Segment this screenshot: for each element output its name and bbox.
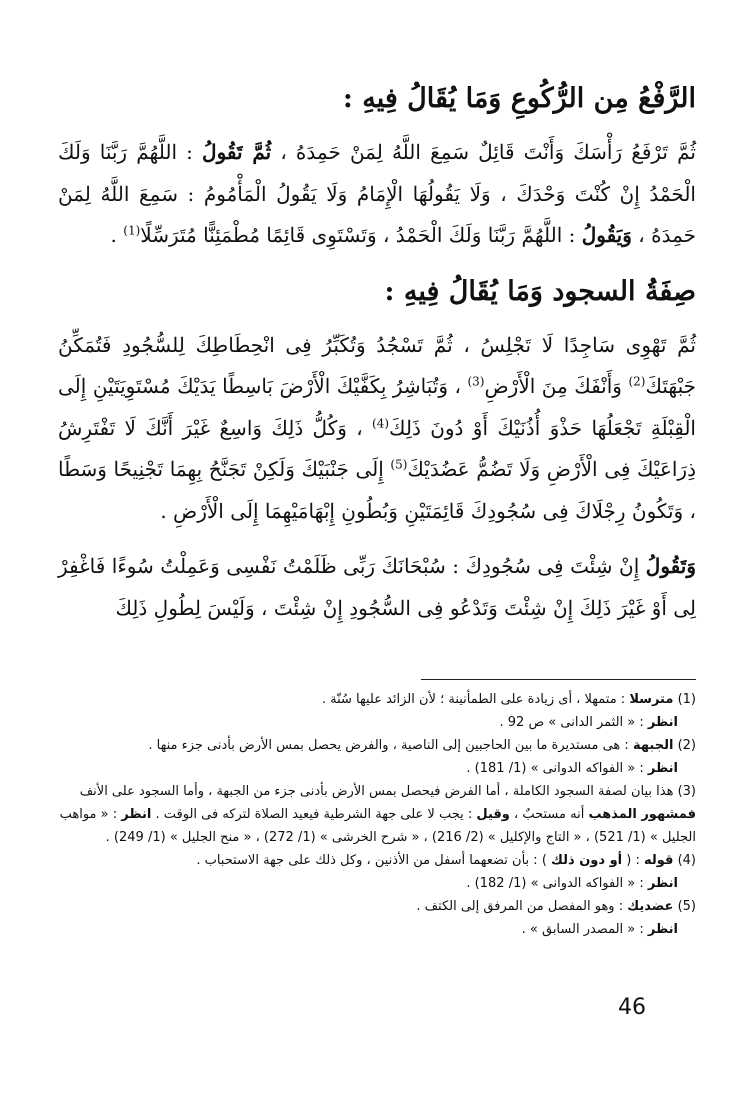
text-run: . xyxy=(110,223,124,247)
footnote-text: : وهو المفصل من المرفق إلى الكتف . xyxy=(416,899,628,914)
bold-term: ثُمَّ تَقُولُ xyxy=(202,140,272,164)
footnote-ref-1: (1) xyxy=(123,223,141,238)
footnote-text: : يجب لا على جهة الشرطية فيعيد الصلاة لتركه فى الوقت . xyxy=(151,807,477,822)
text-run: : اللَّهُمَّ رَبَّنَا وَلَكَ الْحَمْدُ إِنْ كُنْتَ وَحْدَكَ ، وَلَا يَقُولُهَا الْإِمَامُ وَلَا يَقُولُ الْمَأْمُومُ : سَمِعَ اللَّهُ لِمَنْ حَمِدَهُ ، xyxy=(58,140,696,247)
text-run: : اللَّهُمَّ رَبَّنَا وَلَكَ الْحَمْدُ ، وَتَسْتَوِى قَائِمًا مُطْمَئِنًّا مُتَرَسِّلًا xyxy=(140,223,582,247)
footnote-3 xyxy=(58,780,696,849)
text-run: ، وَتُبَاشِرُ بِكَفَّيْكَ الْأَرْضَ بَاسِطًا يَدَيْكَ مُسْتَوِيَتَيْنِ إِلَى الْقِبْلَةِ تَجْعَلُهَا حَذْوَ أُذُنَيْكَ أَوْ دُونَ ذَلِكَ xyxy=(58,374,696,440)
footnote-separator xyxy=(421,679,696,680)
footnote-number: (5) xyxy=(677,899,696,914)
paragraph-sujud-description xyxy=(58,325,696,533)
footnote-1 xyxy=(58,688,696,711)
reference-text: : « المصدر السابق » . xyxy=(521,922,648,937)
text-run: ثُمَّ تَرْفَعُ رَأْسَكَ وَأَنْتَ قَائِلٌ سَمِعَ اللَّهُ لِمَنْ حَمِدَهُ ، xyxy=(271,140,697,164)
footnotes xyxy=(58,688,696,941)
footnote-2-reference xyxy=(58,757,696,780)
footnote-1-reference xyxy=(58,711,696,734)
reference-text: : « الفواكه الدوانى » (1/ 182) . xyxy=(466,876,648,891)
paragraph-sujud-supplication xyxy=(58,546,696,629)
reference-text: : « مواهب الجليل » (1/ 521) ، « التاج والإكليل » (2/ 216) ، « شرح الخرشى » (1/ 272) ، « منح الجليل » (1/ 249) . xyxy=(59,807,696,845)
text-run: ، وَكُلُّ ذَلِكَ وَاسِعٌ غَيْرَ أَنَّكَ لَا تَفْتَرِشُ ذِرَاعَيْكَ فِى الْأَرْضِ وَلَا تَضُمُّ عَضُدَيْكَ xyxy=(58,415,696,481)
main-text xyxy=(58,78,696,629)
paragraph-raising-from-ruku xyxy=(58,132,696,257)
footnote-2 xyxy=(58,734,696,757)
footnote-4-reference xyxy=(58,872,696,895)
reference-label: انظر xyxy=(647,922,678,937)
footnote-text: هذا بيان لصفة السجود الكاملة ، أما الفرض فيحصل بمس الأرض بأدنى جزء من الجبهة ، وأما السجود على الأنف xyxy=(79,784,678,799)
footnote-term: مترسلا xyxy=(629,692,674,707)
bold-term: وَتَقُولُ xyxy=(645,554,696,578)
footnote-text: : متمهلا ، أى زيادة على الطمأنينة ؛ لأن الزائد عليها سُنّة . xyxy=(321,692,630,707)
footnote-text: أنه مستحبٌ ، xyxy=(509,807,589,822)
reference-label: انظر xyxy=(647,876,678,891)
page-number: 46 xyxy=(618,995,646,1020)
footnote-term: وقيل xyxy=(476,807,510,822)
bold-term: وَيَقُولُ xyxy=(581,223,632,247)
footnote-5-reference xyxy=(58,918,696,941)
footnote-term: قوله xyxy=(643,853,674,868)
footnote-ref-3: (3) xyxy=(467,374,485,389)
footnote-number: (3) xyxy=(677,784,696,799)
footnote-number: (2) xyxy=(677,738,696,753)
text-run: إِلَى جَنْبَيْكَ وَلَكِنْ تَجَنَّحُ بِهِمَا تَجْنِيحًا وَسَطًا ، وَتَكُونُ رِجْلَاكَ فِى سُجُودِكَ قَائِمَتَيْنِ وَبُطُونِ إِبْهَامَيْهِمَا إِلَى الْأَرْضِ . xyxy=(58,457,696,523)
footnote-5 xyxy=(58,895,696,918)
reference-label: انظر xyxy=(647,715,678,730)
footnote-text: ) : بأن تضعهما أسفل من الأذنين ، وكل ذلك على جهة الاستحباب . xyxy=(196,853,552,868)
footnote-term: الجبهة xyxy=(632,738,674,753)
footnote-text: : ( xyxy=(622,853,644,868)
reference-text: : « الثمر الدانى » ص 92 . xyxy=(499,715,648,730)
footnote-term: عضديك xyxy=(627,899,674,914)
text-run: وَأَنْفَكَ مِنَ الْأَرْضِ xyxy=(484,374,629,398)
footnote-ref-5: (5) xyxy=(390,457,408,472)
reference-label: انظر xyxy=(647,761,678,776)
footnote-text: : هى مستديرة ما بين الحاجبين إلى الناصية ، والفرض يحصل بمس الأرض بأدنى جزء منها . xyxy=(148,738,633,753)
section-heading-raising-from-ruku: الرَّفْعُ مِن الرُّكُوعِ وَمَا يُقَالُ فِيهِ : xyxy=(342,83,696,114)
reference-text: : « الفواكه الدوانى » (1/ 181) . xyxy=(466,761,648,776)
text-run: ثُمَّ تَهْوِى سَاجِدًا لَا تَجْلِسُ ، ثُمَّ تَسْجُدُ وَتُكَبِّرُ فِى انْحِطَاطِكَ لِلسُّجُودِ فَتُمَكِّنُ جَبْهَتَكَ xyxy=(58,332,696,398)
footnote-number: (4) xyxy=(677,853,696,868)
footnote-number: (1) xyxy=(677,692,696,707)
footnote-term: أو دون ذلك xyxy=(551,853,623,868)
text-run: إِنْ شِئْتَ فِى سُجُودِكَ : سُبْحَانَكَ رَبِّى ظَلَمْتُ نَفْسِى وَعَمِلْتُ سُوءًا فَاغْفِرْ لِى أَوْ غَيْرَ ذَلِكَ إِنْ شِئْتَ وَتَدْعُو فِى السُّجُودِ إِنْ شِئْتَ ، وَلَيْسَ لِطُولِ ذَلِكَ xyxy=(58,554,696,620)
footnote-ref-2: (2) xyxy=(628,374,646,389)
footnote-term: فمشهور المذهب xyxy=(588,807,696,822)
reference-label: انظر xyxy=(121,807,152,822)
footnote-4 xyxy=(58,849,696,872)
footnote-ref-4: (4) xyxy=(372,415,390,430)
section-heading-sujud: صِفَةُ السجود وَمَا يُقَالُ فِيهِ : xyxy=(384,275,696,307)
